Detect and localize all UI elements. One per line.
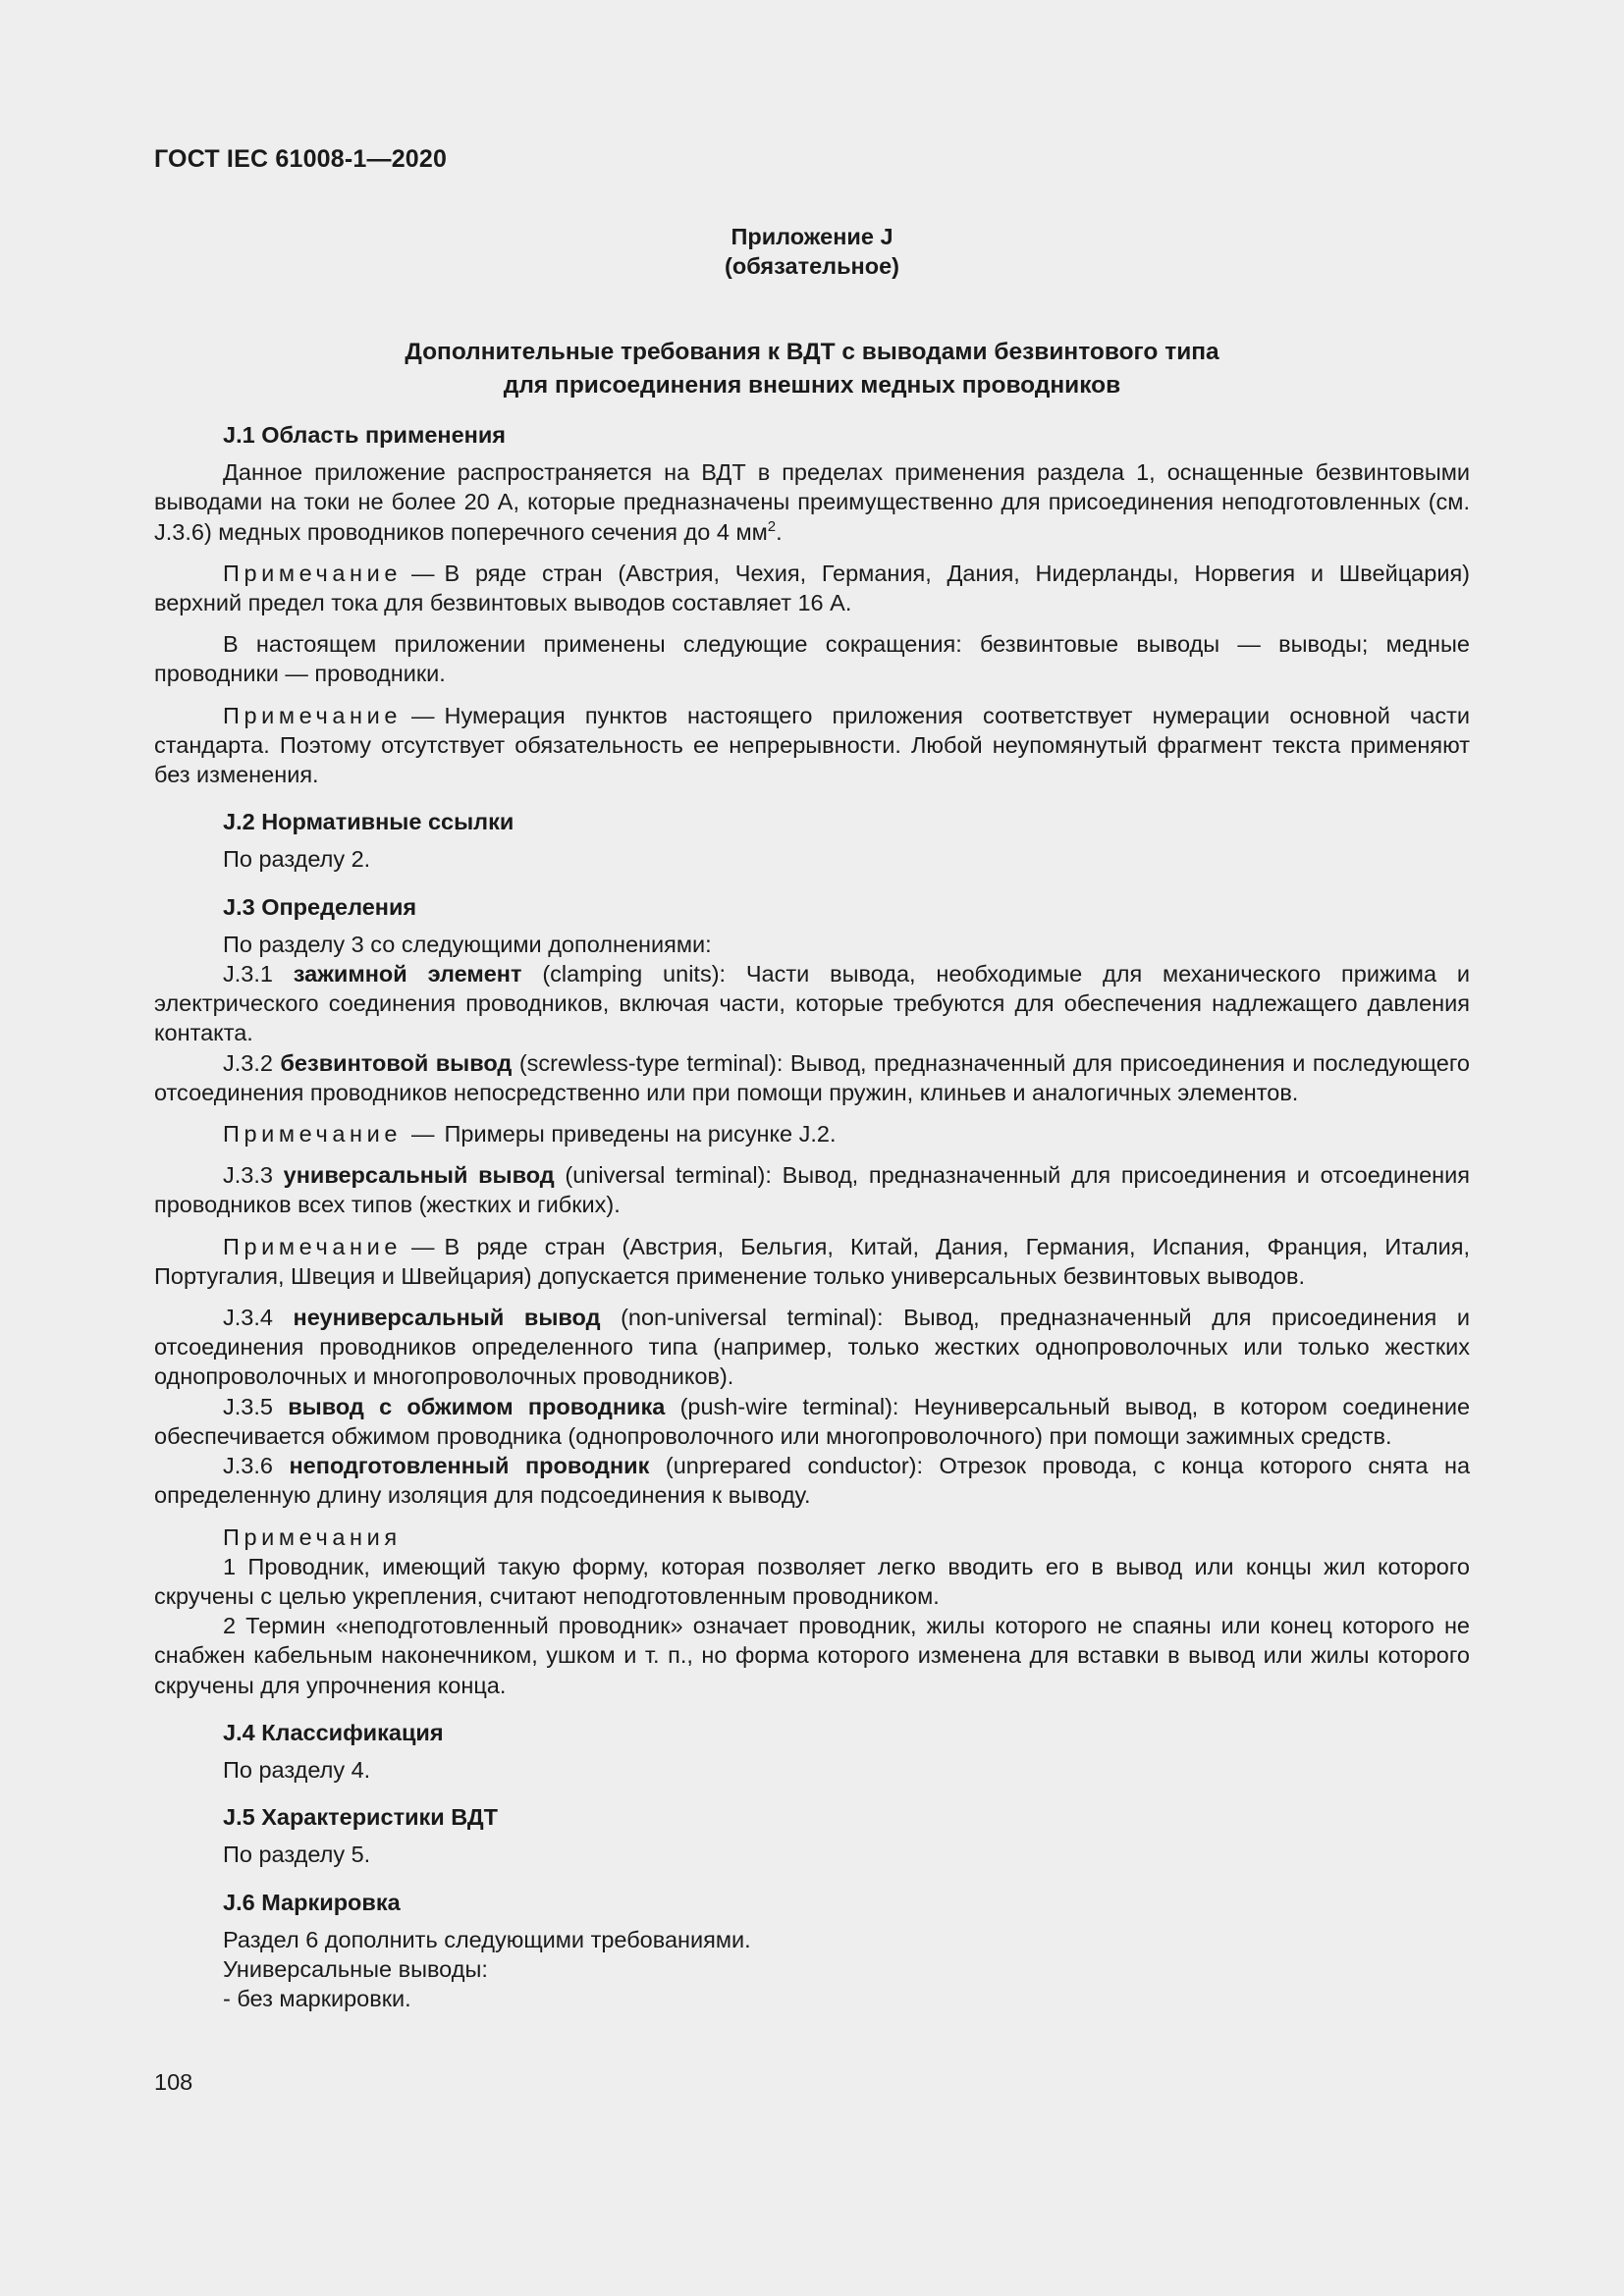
j1-note-2-text: Нумерация пунктов настоящего приложения соответствует нумерации основной части стандарта. Поэтому отсутствует обязательность ее непрерывности. Любой неупомянутый фрагмент текста применяют без изменения. [154,702,1470,788]
definition-note-1: 1 Проводник, имеющий такую форму, которая позволяет легко вводить его в вывод или концы жил которого скручены с целью укрепления, считают неподготовленным проводником. [154,1553,1470,1609]
definition-j3-4 [154,1303,1470,1392]
definition-number: J.3.2 [223,1049,273,1076]
annex-heading-line1: Дополнительные требования к ВДТ с выводами безвинтового типа [405,339,1219,365]
section-j1-title: J.1 Область применения [223,422,507,448]
section-j5-text: По разделу 5. [223,1842,371,1868]
section-j1-paragraph [154,457,1470,547]
section-j6-line3: - без маркировки. [223,1986,411,2012]
section-j4-title: J.4 Классификация [223,1719,444,1745]
section-j6-line1: Раздел 6 дополнить следующими требованиями. [223,1926,751,1952]
definition-term: неуниверсальный вывод [293,1305,601,1331]
definition-text: (push-wire terminal): Неуниверсальный вывод, в котором соединение обеспечивается обжимом проводника (однопроволочного или многопроволочного) при помощи зажимных средств. [154,1393,1471,1449]
notes-heading [154,1522,1470,1552]
j1-abbreviations: В настоящем приложении применены следующие сокращения: безвинтовые выводы — выводы; медные проводники — проводники. [154,631,1470,687]
annex-heading-line2: для присоединения внешних медных проводников [503,372,1121,399]
j1-note-1-text: В ряде стран (Австрия, Чехия, Германия, Дания, Нидерланды, Норвегия и Швейцария) верхний предел тока для безвинтовых выводов составляет 16 А. [154,560,1470,616]
definition-j3-6 [154,1451,1470,1510]
note-text: Примеры приведены на рисунке J.2. [444,1121,837,1148]
definition-text: (screwless-type terminal): Вывод, предназначенный для присоединения и последующего отсоединения проводников непосредственно или при помощи пружин, клиньев и аналогичных элементов. [154,1049,1470,1105]
definition-number: J.3.3 [223,1162,273,1189]
definition-number: J.3.6 [223,1453,273,1479]
note-text: В ряде стран (Австрия, Бельгия, Китай, Дания, Германия, Испания, Франция, Италия, Португалия, Швеция и Швейцария) допускается применение только универсальных безвинтовых выводов. [154,1233,1470,1289]
definition-term: неподготовленный проводник [289,1453,650,1479]
standard-header: ГОСТ IEC 61008-1—2020 [154,145,448,173]
note-dash: — [411,1233,435,1259]
j1-note-1 [154,559,1470,617]
section-j2-title: J.2 Нормативные ссылки [223,809,514,835]
page-number: 108 [154,2069,193,2095]
definition-j3-5 [154,1392,1470,1451]
j1-p1-text: Данное приложение распространяется на ВДТ в пределах применения раздела 1, оснащенные безвинтовыми выводами на токи не более 20 А, которые предназначены преимущественно для присоединения неподготовленных (см. J.3.6) медных проводников поперечного сечения до 4 мм [154,459,1470,545]
definition-term: безвинтовой вывод [280,1049,513,1076]
definition-text: (clamping units): Части вывода, необходимые для механического прижима и электрического соединения проводников, включая части, которые требуются для обеспечения надлежащего давления контакта. [154,961,1470,1046]
section-j3-title: J.3 Определения [223,893,417,920]
section-j6-title: J.6 Маркировка [223,1889,401,1915]
definition-number: J.3.1 [223,961,273,988]
page-content [154,222,1470,2013]
definition-text: (non-universal terminal): Вывод, предназначенный для присоединения и отсоединения проводников определенного типа (например, только жестких однопроволочных или только жестких однопроволочных и многопроволочных проводников). [154,1305,1470,1390]
j1-note-2 [154,701,1470,790]
definition-number: J.3.5 [223,1393,273,1419]
note-label: Примечание [223,560,403,586]
definition-text: (unprepared conductor): Отрезок провода, с конца которого снята на определенную длину изоляция для подсоединения к выводу. [154,1453,1471,1509]
definition-j3-2 [154,1048,1470,1107]
annex-status: (обязательное) [725,253,899,279]
note-dash: — [411,560,435,586]
definition-j3-3-note [154,1232,1470,1291]
note-label: Примечание [223,1233,403,1259]
definition-j3-1 [154,959,1470,1048]
note-dash: — [411,1121,435,1148]
note-label: Примечание [223,702,403,728]
j1-p1-end: . [776,518,783,545]
definition-j3-3 [154,1160,1470,1219]
definition-number: J.3.4 [223,1305,273,1331]
definition-term: универсальный вывод [283,1162,555,1189]
annex-title: Приложение J [731,224,893,249]
definition-j3-2-note [154,1119,1470,1148]
annex-heading [154,336,1470,402]
section-j2-text: По разделу 2. [223,846,371,873]
definition-note-2: 2 Термин «неподготовленный проводник» означает проводник, жилы которого не спаяны или конец которого не снабжен кабельным наконечником, ушком и т. п., но форма которого изменена для вставки в вывод или жилы которого скручены для упрочнения конца. [154,1613,1470,1698]
j1-p1-superscript: 2 [767,517,777,535]
section-j5-title: J.5 Характеристики ВДТ [223,1804,499,1831]
section-j3-intro: По разделу 3 со следующими дополнениями: [223,931,712,957]
note-dash: — [411,702,435,728]
section-j4-text: По разделу 4. [223,1756,371,1783]
definition-term: зажимной элемент [293,961,522,988]
notes-label: Примечания [223,1523,402,1550]
definition-text: (universal terminal): Вывод, предназначенный для присоединения и отсоединения проводников всех типов (жестких и гибких). [154,1162,1470,1218]
definition-term: вывод с обжимом проводника [288,1393,666,1419]
note-label: Примечание [223,1121,403,1148]
section-j6-line2: Универсальные выводы: [223,1955,488,1982]
